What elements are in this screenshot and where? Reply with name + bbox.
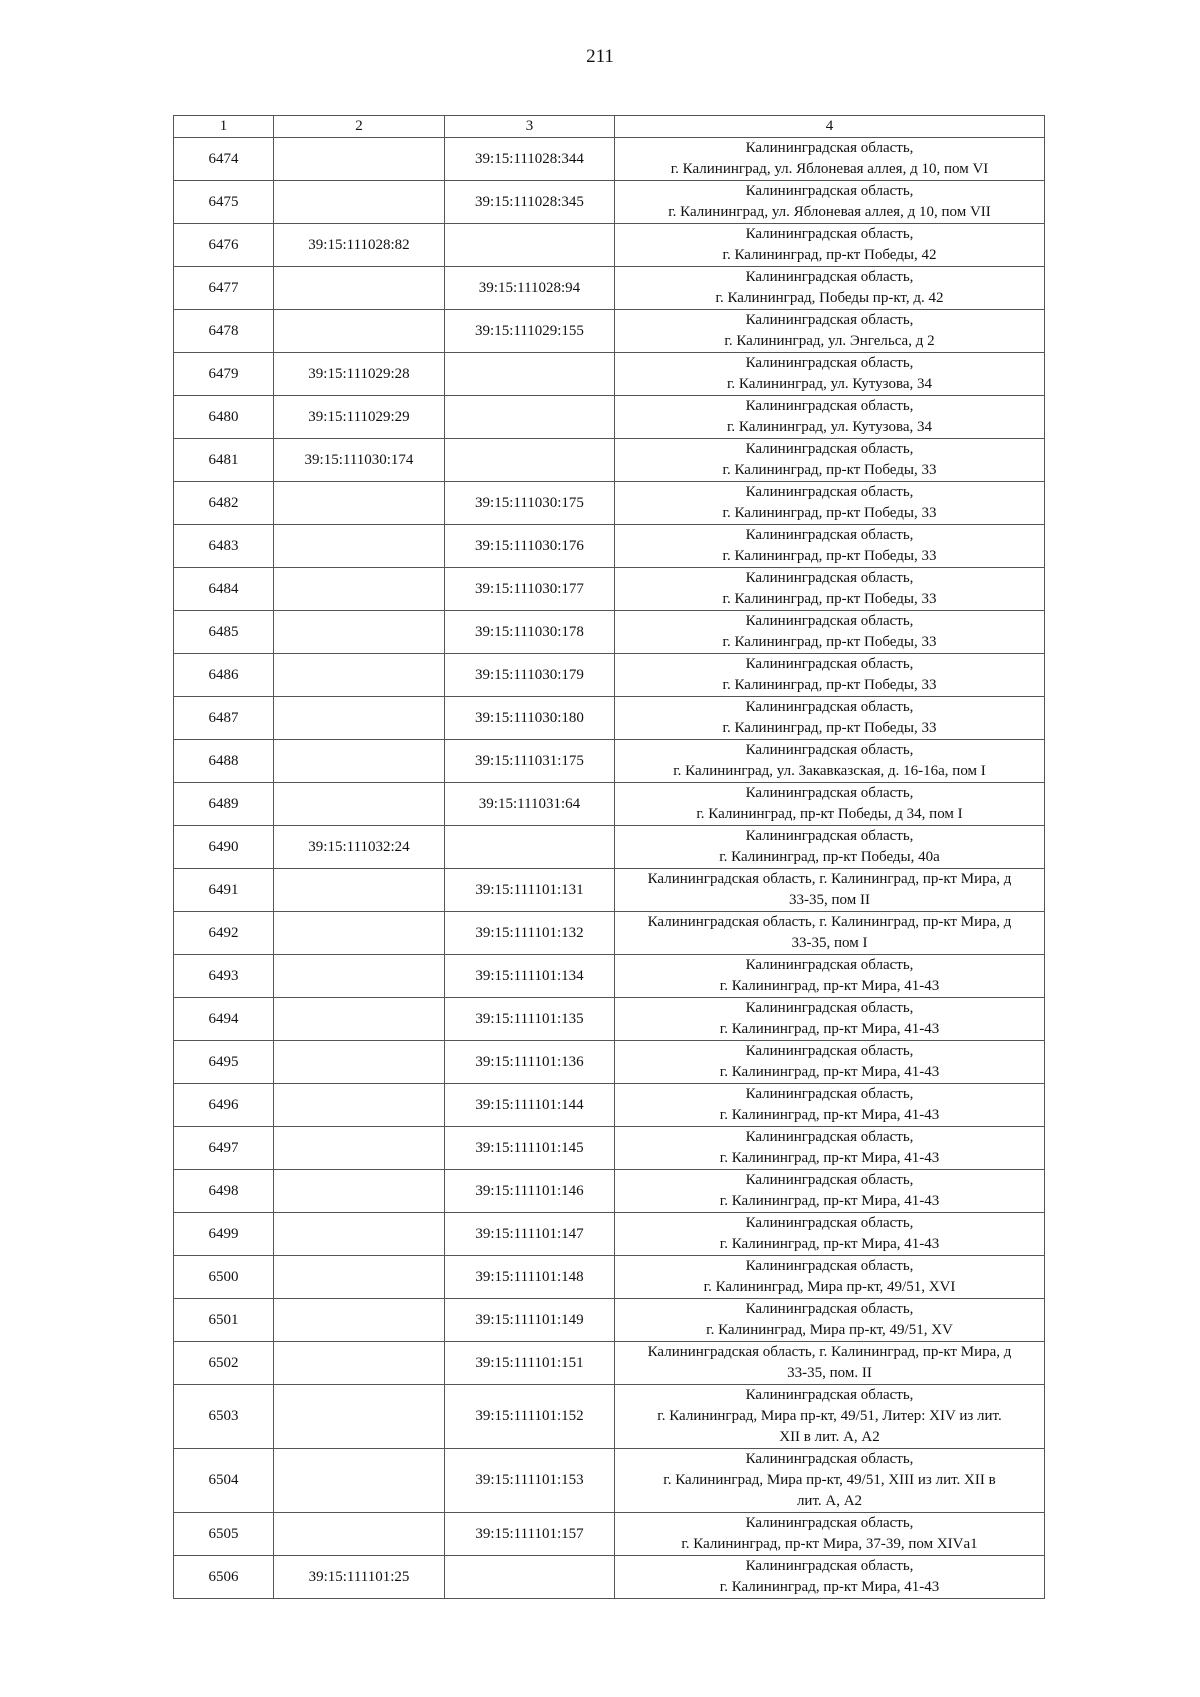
row-number-cell: 6479 xyxy=(174,353,274,396)
cadastral-number-col2-cell xyxy=(274,1170,445,1213)
address-text: Калининградская область, г. Калининград, пр-кт Победы, 33 xyxy=(722,527,937,564)
cadastral-number-col3-cell xyxy=(445,1556,615,1599)
registry-table xyxy=(173,115,1045,1599)
row-number-cell: 6501 xyxy=(174,1299,274,1342)
cadastral-number-col2-cell xyxy=(274,611,445,654)
table-row xyxy=(174,955,1045,998)
cadastral-number-col3-cell xyxy=(445,439,615,482)
table-row xyxy=(174,912,1045,955)
address-cell xyxy=(615,1084,1045,1127)
row-number-cell: 6504 xyxy=(174,1449,274,1513)
cadastral-number-col3-cell: 39:15:111030:179 xyxy=(445,654,615,697)
row-number-cell: 6486 xyxy=(174,654,274,697)
cadastral-number-col2-cell xyxy=(274,1449,445,1513)
header-col-3: 3 xyxy=(445,116,615,138)
cadastral-number-col2-cell xyxy=(274,955,445,998)
table-row xyxy=(174,1299,1045,1342)
row-number-cell: 6480 xyxy=(174,396,274,439)
row-number-cell: 6496 xyxy=(174,1084,274,1127)
row-number-cell: 6490 xyxy=(174,826,274,869)
address-cell xyxy=(615,1342,1045,1385)
address-text: Калининградская область, г. Калининград, пр-кт Победы, 33 xyxy=(722,441,937,478)
address-cell xyxy=(615,697,1045,740)
cadastral-number-col2-cell xyxy=(274,697,445,740)
cadastral-number-col2-cell xyxy=(274,1127,445,1170)
table-row xyxy=(174,1556,1045,1599)
cadastral-number-col3-cell: 39:15:111101:149 xyxy=(445,1299,615,1342)
cadastral-number-col2-cell xyxy=(274,783,445,826)
row-number-cell: 6487 xyxy=(174,697,274,740)
cadastral-number-col3-cell: 39:15:111030:177 xyxy=(445,568,615,611)
row-number-cell: 6476 xyxy=(174,224,274,267)
address-cell xyxy=(615,353,1045,396)
cadastral-number-col3-cell: 39:15:111030:175 xyxy=(445,482,615,525)
address-cell xyxy=(615,568,1045,611)
cadastral-number-col3-cell: 39:15:111101:157 xyxy=(445,1513,615,1556)
cadastral-number-col3-cell: 39:15:111031:175 xyxy=(445,740,615,783)
cadastral-number-col2-cell xyxy=(274,267,445,310)
address-text: Калининградская область, г. Калининград, пр-кт Мира, д 33-35, пом I xyxy=(647,914,1012,951)
address-cell xyxy=(615,138,1045,181)
table-row xyxy=(174,1513,1045,1556)
address-text: Калининградская область, г. Калининград, пр-кт Мира, 41-43 xyxy=(719,1129,940,1166)
row-number-cell: 6502 xyxy=(174,1342,274,1385)
address-cell xyxy=(615,912,1045,955)
cadastral-number-col3-cell: 39:15:111029:155 xyxy=(445,310,615,353)
address-cell xyxy=(615,181,1045,224)
cadastral-number-col3-cell: 39:15:111101:146 xyxy=(445,1170,615,1213)
cadastral-number-col2-cell xyxy=(274,1041,445,1084)
cadastral-number-col3-cell: 39:15:111030:178 xyxy=(445,611,615,654)
address-text: Калининградская область, г. Калининград, пр-кт Мира, 41-43 xyxy=(719,1558,940,1595)
cadastral-number-col3-cell xyxy=(445,353,615,396)
cadastral-number-col2-cell: 39:15:111032:24 xyxy=(274,826,445,869)
address-cell xyxy=(615,654,1045,697)
cadastral-number-col2-cell xyxy=(274,869,445,912)
row-number-cell: 6495 xyxy=(174,1041,274,1084)
cadastral-number-col3-cell xyxy=(445,396,615,439)
cadastral-number-col3-cell: 39:15:111101:145 xyxy=(445,1127,615,1170)
address-text: Калининградская область, г. Калининград, пр-кт Победы, д 34, пом I xyxy=(696,785,963,822)
address-text: Калининградская область, г. Калининград, ул. Закавказская, д. 16-16а, пом I xyxy=(673,742,986,779)
header-col-4: 4 xyxy=(615,116,1045,138)
address-cell xyxy=(615,1513,1045,1556)
cadastral-number-col2-cell xyxy=(274,1385,445,1449)
table-row xyxy=(174,568,1045,611)
table-row xyxy=(174,783,1045,826)
address-cell xyxy=(615,955,1045,998)
table-row xyxy=(174,310,1045,353)
address-cell xyxy=(615,611,1045,654)
address-text: Калининградская область, г. Калининград, ул. Кутузова, 34 xyxy=(726,355,933,392)
cadastral-number-col3-cell: 39:15:111101:131 xyxy=(445,869,615,912)
table-row xyxy=(174,181,1045,224)
header-col-2: 2 xyxy=(274,116,445,138)
address-text: Калининградская область, г. Калининград, Победы пр-кт, д. 42 xyxy=(715,269,944,306)
cadastral-number-col2-cell xyxy=(274,1513,445,1556)
address-text: Калининградская область, г. Калининград, пр-кт Мира, д 33-35, пом. II xyxy=(647,1344,1012,1381)
row-number-cell: 6500 xyxy=(174,1256,274,1299)
address-text: Калининградская область, г. Калининград, пр-кт Победы, 33 xyxy=(722,570,937,607)
cadastral-number-col3-cell: 39:15:111030:176 xyxy=(445,525,615,568)
cadastral-number-col3-cell: 39:15:111030:180 xyxy=(445,697,615,740)
cadastral-number-col3-cell xyxy=(445,224,615,267)
row-number-cell: 6503 xyxy=(174,1385,274,1449)
address-text: Калининградская область, г. Калининград, пр-кт Мира, 41-43 xyxy=(719,1043,940,1080)
table-body xyxy=(174,138,1045,1599)
table-row xyxy=(174,1041,1045,1084)
table-row xyxy=(174,525,1045,568)
cadastral-number-col2-cell xyxy=(274,1213,445,1256)
row-number-cell: 6489 xyxy=(174,783,274,826)
table-row xyxy=(174,1127,1045,1170)
table-row xyxy=(174,654,1045,697)
row-number-cell: 6493 xyxy=(174,955,274,998)
cadastral-number-col3-cell: 39:15:111101:132 xyxy=(445,912,615,955)
row-number-cell: 6491 xyxy=(174,869,274,912)
address-cell xyxy=(615,1449,1045,1513)
address-cell xyxy=(615,439,1045,482)
table-row xyxy=(174,1342,1045,1385)
table-row xyxy=(174,1084,1045,1127)
address-text: Калининградская область, г. Калининград, пр-кт Мира, 41-43 xyxy=(719,957,940,994)
table-row xyxy=(174,396,1045,439)
cadastral-number-col3-cell: 39:15:111101:135 xyxy=(445,998,615,1041)
row-number-cell: 6483 xyxy=(174,525,274,568)
table-row xyxy=(174,1449,1045,1513)
row-number-cell: 6494 xyxy=(174,998,274,1041)
table-row xyxy=(174,267,1045,310)
cadastral-number-col3-cell: 39:15:111101:136 xyxy=(445,1041,615,1084)
address-text: Калининградская область, г. Калининград, пр-кт Победы, 33 xyxy=(722,699,937,736)
cadastral-number-col3-cell: 39:15:111101:151 xyxy=(445,1342,615,1385)
cadastral-number-col2-cell: 39:15:111029:29 xyxy=(274,396,445,439)
table-row xyxy=(174,138,1045,181)
header-col-1: 1 xyxy=(174,116,274,138)
row-number-cell: 6482 xyxy=(174,482,274,525)
row-number-cell: 6484 xyxy=(174,568,274,611)
address-text: Калининградская область, г. Калининград, пр-кт Мира, д 33-35, пом II xyxy=(647,871,1012,908)
address-text: Калининградская область, г. Калининград, ул. Яблоневая аллея, д 10, пом VI xyxy=(670,140,989,177)
table-row xyxy=(174,1170,1045,1213)
address-cell xyxy=(615,783,1045,826)
cadastral-number-col3-cell: 39:15:111101:144 xyxy=(445,1084,615,1127)
cadastral-number-col2-cell xyxy=(274,1084,445,1127)
address-cell xyxy=(615,525,1045,568)
table-row xyxy=(174,869,1045,912)
address-text: Калининградская область, г. Калининград, пр-кт Победы, 33 xyxy=(722,656,937,693)
table-row xyxy=(174,1213,1045,1256)
table-row xyxy=(174,224,1045,267)
cadastral-number-col2-cell xyxy=(274,912,445,955)
table-row xyxy=(174,1256,1045,1299)
row-number-cell: 6485 xyxy=(174,611,274,654)
cadastral-number-col2-cell xyxy=(274,181,445,224)
address-cell xyxy=(615,1556,1045,1599)
address-text: Калининградская область, г. Калининград, Мира пр-кт, 49/51, XIII из лит. XII в лит. А, А2 xyxy=(663,1451,996,1509)
address-cell xyxy=(615,1213,1045,1256)
cadastral-number-col2-cell: 39:15:111030:174 xyxy=(274,439,445,482)
row-number-cell: 6506 xyxy=(174,1556,274,1599)
table-row xyxy=(174,740,1045,783)
row-number-cell: 6497 xyxy=(174,1127,274,1170)
cadastral-number-col2-cell xyxy=(274,1256,445,1299)
table-row xyxy=(174,482,1045,525)
address-text: Калининградская область, г. Калининград, пр-кт Мира, 41-43 xyxy=(719,1086,940,1123)
cadastral-number-col3-cell xyxy=(445,826,615,869)
cadastral-number-col3-cell: 39:15:111101:152 xyxy=(445,1385,615,1449)
address-text: Калининградская область, г. Калининград, пр-кт Мира, 41-43 xyxy=(719,1172,940,1209)
address-cell xyxy=(615,267,1045,310)
table-row xyxy=(174,611,1045,654)
cadastral-number-col2-cell: 39:15:111029:28 xyxy=(274,353,445,396)
row-number-cell: 6481 xyxy=(174,439,274,482)
row-number-cell: 6505 xyxy=(174,1513,274,1556)
row-number-cell: 6492 xyxy=(174,912,274,955)
address-text: Калининградская область, г. Калининград, Мира пр-кт, 49/51, XVI xyxy=(703,1258,956,1295)
address-text: Калининградская область, г. Калининград, пр-кт Победы, 40а xyxy=(719,828,940,865)
cadastral-number-col2-cell: 39:15:111028:82 xyxy=(274,224,445,267)
cadastral-number-col3-cell: 39:15:111101:153 xyxy=(445,1449,615,1513)
cadastral-number-col3-cell: 39:15:111101:147 xyxy=(445,1213,615,1256)
cadastral-number-col3-cell: 39:15:111031:64 xyxy=(445,783,615,826)
address-cell xyxy=(615,1127,1045,1170)
address-cell xyxy=(615,1385,1045,1449)
address-cell xyxy=(615,869,1045,912)
cadastral-number-col2-cell: 39:15:111101:25 xyxy=(274,1556,445,1599)
table-row xyxy=(174,353,1045,396)
cadastral-number-col2-cell xyxy=(274,525,445,568)
cadastral-number-col2-cell xyxy=(274,568,445,611)
address-cell xyxy=(615,396,1045,439)
address-cell xyxy=(615,1256,1045,1299)
row-number-cell: 6474 xyxy=(174,138,274,181)
header-row xyxy=(174,116,1045,138)
address-cell xyxy=(615,224,1045,267)
address-cell xyxy=(615,998,1045,1041)
address-text: Калининградская область, г. Калининград, пр-кт Мира, 41-43 xyxy=(719,1000,940,1037)
table-row xyxy=(174,998,1045,1041)
cadastral-number-col2-cell xyxy=(274,138,445,181)
row-number-cell: 6488 xyxy=(174,740,274,783)
row-number-cell: 6498 xyxy=(174,1170,274,1213)
address-text: Калининградская область, г. Калининград, ул. Яблоневая аллея, д 10, пом VII xyxy=(668,183,991,220)
table-row xyxy=(174,697,1045,740)
table-row xyxy=(174,826,1045,869)
address-cell xyxy=(615,1041,1045,1084)
cadastral-number-col3-cell: 39:15:111028:344 xyxy=(445,138,615,181)
cadastral-number-col3-cell: 39:15:111028:94 xyxy=(445,267,615,310)
row-number-cell: 6499 xyxy=(174,1213,274,1256)
table-row xyxy=(174,439,1045,482)
address-cell xyxy=(615,826,1045,869)
cadastral-number-col2-cell xyxy=(274,1299,445,1342)
address-cell xyxy=(615,740,1045,783)
cadastral-number-col3-cell: 39:15:111101:148 xyxy=(445,1256,615,1299)
cadastral-number-col3-cell: 39:15:111028:345 xyxy=(445,181,615,224)
address-text: Калининградская область, г. Калининград, Мира пр-кт, 49/51, XV xyxy=(706,1301,953,1338)
address-text: Калининградская область, г. Калининград, Мира пр-кт, 49/51, Литер: XIV из лит. XII в лит. А, А2 xyxy=(657,1387,1002,1445)
address-text: Калининградская область, г. Калининград, пр-кт Победы, 42 xyxy=(722,226,937,263)
address-text: Калининградская область, г. Калининград, пр-кт Мира, 37-39, пом XIVа1 xyxy=(681,1515,978,1552)
table-header xyxy=(174,116,1045,138)
cadastral-number-col2-cell xyxy=(274,482,445,525)
address-text: Калининградская область, г. Калининград, пр-кт Победы, 33 xyxy=(722,613,937,650)
page-number: 211 xyxy=(586,46,614,67)
address-cell xyxy=(615,310,1045,353)
address-text: Калининградская область, г. Калининград, ул. Кутузова, 34 xyxy=(726,398,933,435)
address-cell xyxy=(615,482,1045,525)
row-number-cell: 6475 xyxy=(174,181,274,224)
cadastral-number-col2-cell xyxy=(274,654,445,697)
row-number-cell: 6478 xyxy=(174,310,274,353)
address-cell xyxy=(615,1170,1045,1213)
cadastral-number-col2-cell xyxy=(274,740,445,783)
address-cell xyxy=(615,1299,1045,1342)
cadastral-number-col2-cell xyxy=(274,310,445,353)
row-number-cell: 6477 xyxy=(174,267,274,310)
cadastral-number-col3-cell: 39:15:111101:134 xyxy=(445,955,615,998)
cadastral-number-col2-cell xyxy=(274,998,445,1041)
cadastral-number-col2-cell xyxy=(274,1342,445,1385)
address-text: Калининградская область, г. Калининград, ул. Энгельса, д 2 xyxy=(724,312,935,349)
address-text: Калининградская область, г. Калининград, пр-кт Победы, 33 xyxy=(722,484,937,521)
address-text: Калининградская область, г. Калининград, пр-кт Мира, 41-43 xyxy=(719,1215,940,1252)
table-row xyxy=(174,1385,1045,1449)
